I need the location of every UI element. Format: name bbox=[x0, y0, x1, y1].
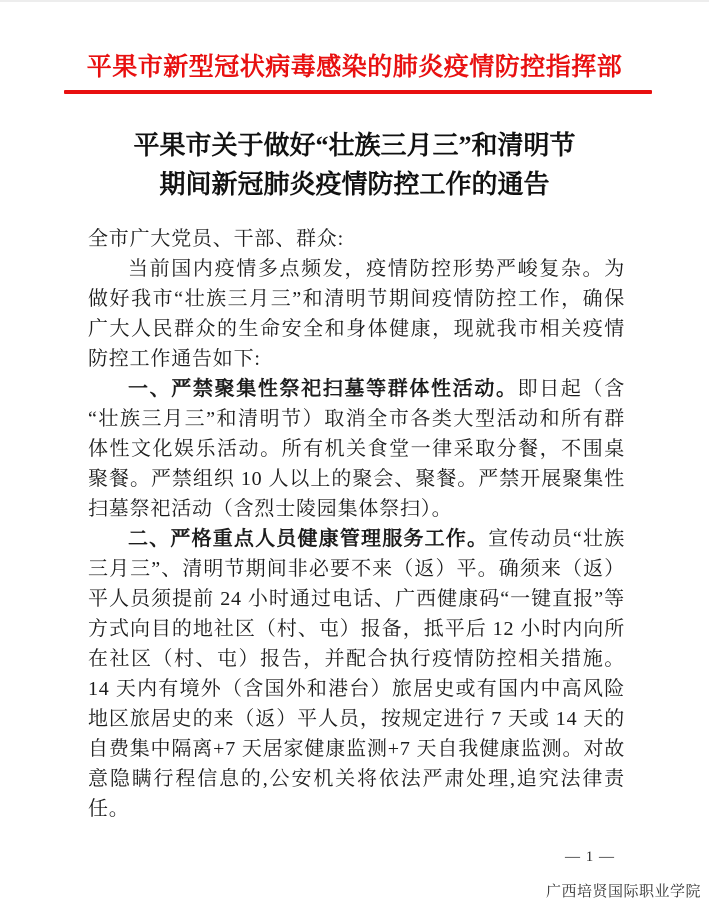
paragraph-lead: 二、严格重点人员健康管理服务工作。 bbox=[128, 528, 489, 550]
paragraph-lead: 一、严禁聚集性祭祀扫墓等群体性活动。 bbox=[128, 378, 518, 400]
paragraph-text: 宣传动员“壮族三月三”、清明节期间非必要不来（返）平。确须来（返）平人员须提前 24 小时通过电话、广西健康码“一键直报”等方式向目的地社区（村、屯）报备，抵平后 12 小时内向所在社区（村、屯）报告，并配合执行疫情防控相关措施。14 天内有境外（含国外和港台）旅居史或有国内中高风险地区旅居史的来（返）平人员，按规定进行 7 天或 14 天的自费集中隔离+7 天居家健康监测+7 天自我健康监测。对故意隐瞒行程信息的,公安机关将依法严肃处理,追究法律责任。 bbox=[88, 528, 625, 820]
letterhead-org-name: 平果市新型冠状病毒感染的肺炎疫情防控指挥部 bbox=[86, 54, 623, 81]
paragraph bbox=[88, 374, 625, 524]
document-title bbox=[0, 126, 709, 204]
page-number: — 1 — bbox=[565, 849, 615, 865]
paragraph-text: 当前国内疫情多点频发，疫情防控形势严峻复杂。为做好我市“壮族三月三”和清明节期间疫情防控工作，确保广大人民群众的生命安全和身体健康，现就我市相关疫情防控工作通告如下: bbox=[88, 258, 625, 370]
paragraph bbox=[88, 254, 625, 374]
paragraph-text: 即日起（含“壮族三月三”和清明节）取消全市各类大型活动和所有群体性文化娱乐活动。所有机关食堂一律采取分餐，不围桌聚餐。严禁组织 10 人以上的聚会、聚餐。严禁开展聚集性扫墓祭祀活动（含烈士陵园集体祭扫）。 bbox=[88, 378, 626, 520]
document-title-line1: 平果市关于做好“壮族三月三”和清明节 bbox=[133, 131, 576, 160]
letterhead-divider bbox=[64, 90, 652, 94]
page-top-edge bbox=[0, 0, 709, 2]
paragraph bbox=[88, 524, 625, 824]
document-body bbox=[88, 224, 625, 824]
document-title-line2: 期间新冠肺炎疫情防控工作的通告 bbox=[159, 170, 550, 199]
salutation: 全市广大党员、干部、群众: bbox=[88, 228, 344, 250]
publisher-watermark: 广西培贤国际职业学院 bbox=[545, 884, 701, 900]
